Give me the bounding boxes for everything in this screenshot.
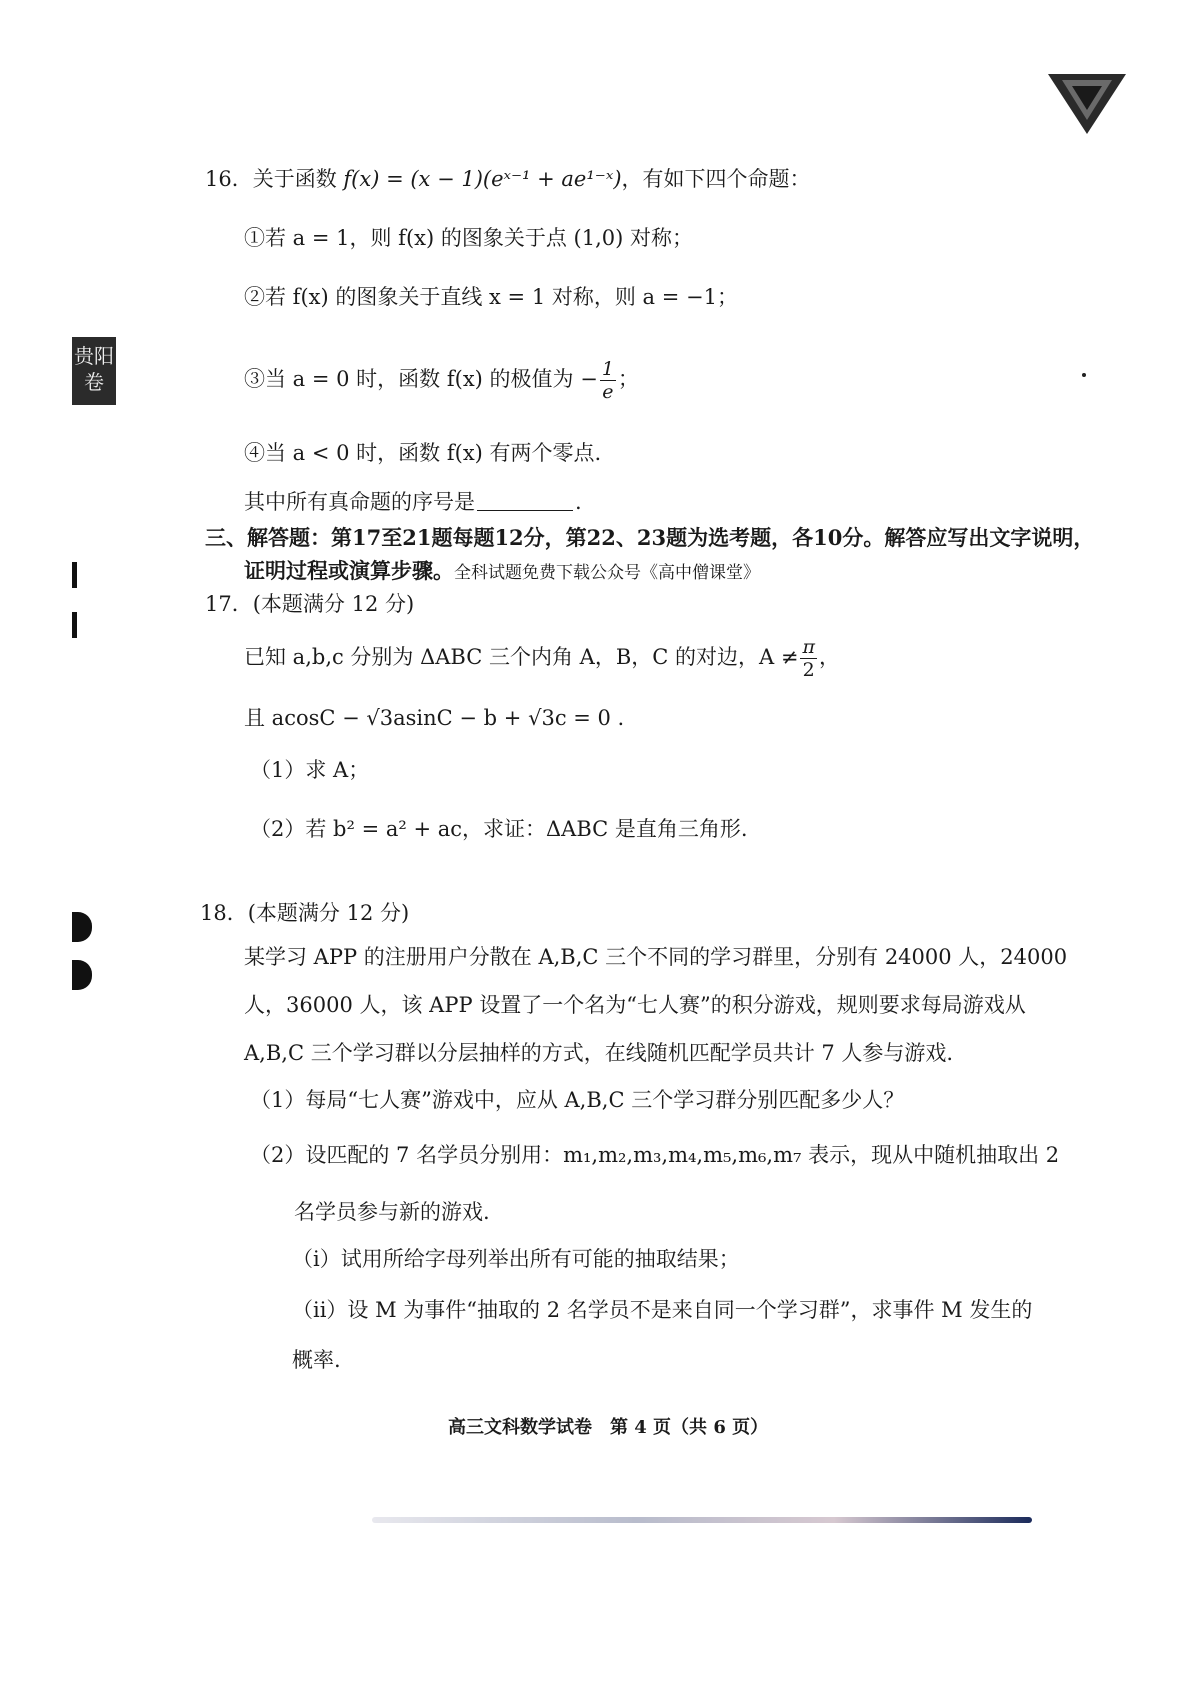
q17-part-2: （2）若 b² = a² + ac，求证：ΔABC 是直角三角形.: [250, 817, 748, 841]
region-tag-line2: 卷: [84, 370, 104, 394]
q17-given-1: [244, 636, 840, 681]
binding-hole: [72, 960, 92, 990]
q16-ask-end: .: [575, 490, 582, 514]
q18-header: 18．(本题满分 12 分): [200, 901, 410, 925]
q16-ask-text: 其中所有真命题的序号是: [244, 490, 475, 514]
q16-suffix: ，有如下四个命题：: [621, 167, 811, 191]
q18-part-2: （2）设匹配的 7 名学员分别用：m₁,m₂,m₃,m₄,m₅,m₆,m₇ 表示，现从中随机抽取出 2: [250, 1143, 1060, 1167]
corner-triangle-icon: [1048, 74, 1126, 134]
binding-mark: [72, 562, 77, 588]
q18-part-1: （1）每局“七人赛”游戏中，应从 A,B,C 三个学习群分别匹配多少人？: [250, 1088, 905, 1112]
q16-stem: [205, 164, 811, 194]
region-tag-line1: 贵阳: [74, 344, 114, 368]
fraction-denominator: e: [602, 381, 614, 403]
fraction-denominator: 2: [802, 659, 815, 681]
q17-header: 17．(本题满分 12 分): [205, 592, 415, 616]
q16-ask: [244, 487, 582, 517]
q18-part-2-cont: 名学员参与新的游戏.: [294, 1200, 490, 1224]
q16-proposition-1: ①若 a = 1，则 f(x) 的图象关于点 (1,0) 对称；: [244, 226, 693, 250]
q16-proposition-3: [244, 358, 639, 403]
q18-stem-1: 某学习 APP 的注册用户分散在 A,B,C 三个不同的学习群里，分别有 24000 人，24000: [244, 945, 1068, 969]
q18-sub-ii: （ii）设 M 为事件“抽取的 2 名学员不是来自同一个学习群”，求事件 M 发生的: [292, 1298, 1033, 1322]
q17-fraction: [800, 636, 817, 681]
q18-sub-ii-cont: 概率.: [292, 1348, 341, 1372]
fraction-numerator: 1: [601, 358, 614, 380]
q18-stem-2: 人，36000 人，该 APP 设置了一个名为“七人赛”的积分游戏，规则要求每局游戏从: [244, 993, 1026, 1017]
stray-dot: [1082, 373, 1086, 377]
region-tag: [72, 337, 116, 405]
q16-p3-text: ③当 a = 0 时，函数 f(x) 的极值为 −: [244, 367, 598, 391]
q18-stem-3: A,B,C 三个学习群以分层抽样的方式，在线随机匹配学员共计 7 人参与游戏.: [244, 1041, 954, 1065]
section3-heading: 三、解答题：第17至21题每题12分，第22、23题为选考题，各10分。解答应写出文字说明，: [205, 525, 1095, 550]
q16-function: f(x) = (x − 1)(eˣ⁻¹ + ae¹⁻ˣ): [343, 167, 622, 191]
section3-heading-cont: [244, 556, 760, 588]
fraction-numerator: π: [802, 636, 815, 658]
binding-hole: [72, 912, 92, 942]
page-edge-strip: [372, 1517, 1032, 1523]
answer-blank[interactable]: [477, 488, 573, 511]
q17-part-1: （1）求 A；: [250, 758, 370, 782]
page-footer: 高三文科数学试卷 第 4 页（共 6 页）: [448, 1417, 769, 1438]
q16-prefix: 16．关于函数: [205, 167, 344, 191]
q16-proposition-2: ②若 f(x) 的图象关于直线 x = 1 对称，则 a = −1；: [244, 285, 738, 309]
section3-line2: 证明过程或演算步骤。: [244, 558, 454, 583]
q18-sub-i: （i）试用所给字母列举出所有可能的抽取结果；: [292, 1247, 740, 1271]
q16-p3-end: ；: [617, 367, 639, 391]
binding-mark: [72, 612, 77, 638]
q17-given-2: 且 acosC − √3asinC − b + √3c = 0 .: [244, 706, 625, 730]
q17-line1-end: ，: [818, 645, 840, 669]
promo-text: 全科试题免费下载公众号《高中僧课堂》: [454, 563, 760, 583]
q16-p3-fraction: [600, 358, 616, 403]
q16-proposition-4: ④当 a < 0 时，函数 f(x) 有两个零点.: [244, 441, 602, 465]
q17-line1-text: 已知 a,b,c 分别为 ΔABC 三个内角 A，B，C 的对边，A ≠: [244, 645, 799, 669]
